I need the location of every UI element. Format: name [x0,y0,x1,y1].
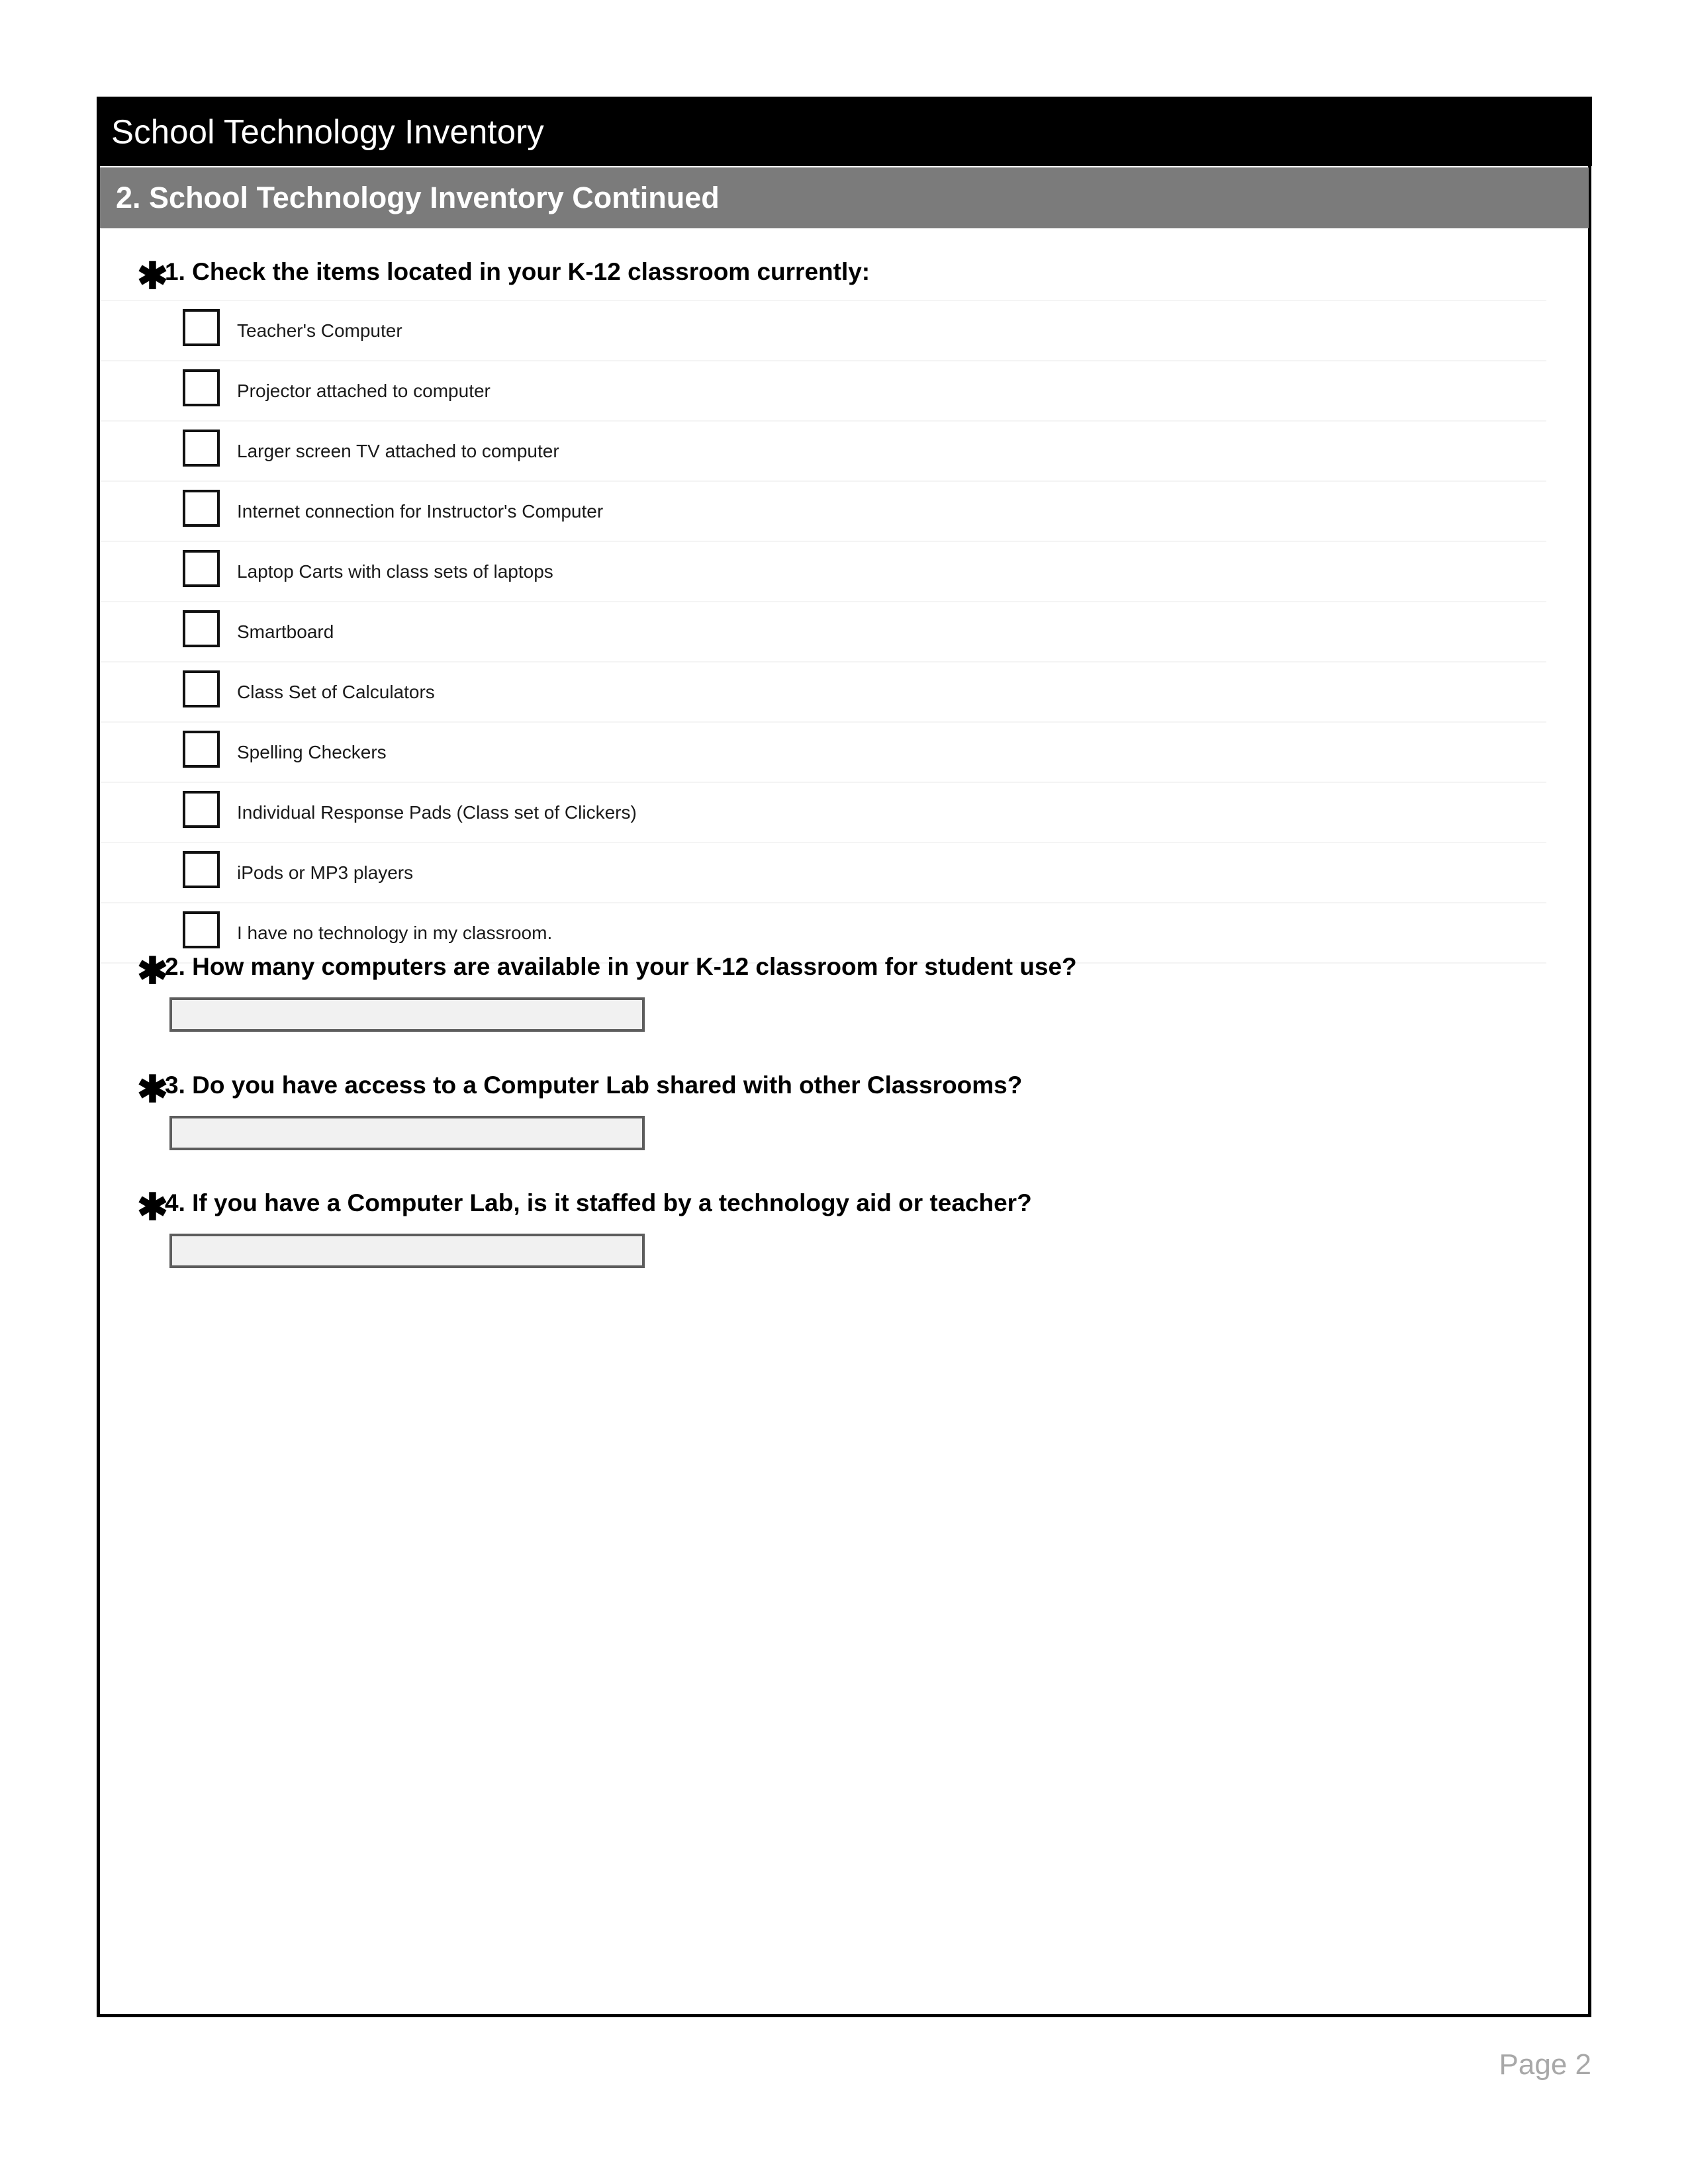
checkbox-option-row[interactable] [100,662,1546,723]
question-4 [100,1186,1589,1228]
checkbox-option-label: Class Set of Calculators [237,681,435,702]
checkbox-icon[interactable] [183,550,220,587]
checkbox-option-label: I have no technology in my classroom. [237,922,553,943]
checkbox-option-row[interactable] [100,723,1546,783]
question-2-text: 2. How many computers are available in your K-12 classroom for student use? [165,953,1077,980]
checkbox-option-row[interactable] [100,482,1546,542]
checkbox-option-label: Teacher's Computer [237,320,402,341]
question-3-input[interactable] [169,1116,645,1150]
checkbox-option-label: Individual Response Pads (Class set of Clickers) [237,801,637,823]
checkbox-option-label: Smartboard [237,621,334,642]
checkbox-icon[interactable] [183,851,220,888]
required-asterisk-icon: ✱ [137,255,168,296]
question-2-input[interactable] [169,997,645,1032]
question-1-options [100,300,1589,964]
checkbox-option-row[interactable] [100,361,1546,422]
question-3 [100,1068,1589,1110]
checkbox-option-label: Projector attached to computer [237,380,491,401]
checkbox-option-label: Larger screen TV attached to computer [237,440,559,461]
checkbox-option-row[interactable] [100,843,1546,903]
checkbox-icon[interactable] [183,309,220,346]
checkbox-icon[interactable] [183,430,220,467]
question-1-text: 1. Check the items located in your K-12 classroom currently: [165,258,870,285]
required-asterisk-icon: ✱ [137,1186,168,1228]
checkbox-option-label: Internet connection for Instructor's Computer [237,500,604,522]
question-2 [100,950,1589,991]
checkbox-icon[interactable] [183,791,220,828]
section-header-title: 2. School Technology Inventory Continued [116,181,720,214]
question-3-text: 3. Do you have access to a Computer Lab shared with other Classrooms? [165,1071,1023,1099]
required-asterisk-icon: ✱ [137,1068,168,1110]
checkbox-icon[interactable] [183,670,220,707]
question-4-text: 4. If you have a Computer Lab, is it staffed by a technology aid or teacher? [165,1189,1032,1216]
checkbox-option-label: iPods or MP3 players [237,862,414,883]
question-1 [100,255,1589,943]
checkbox-option-row[interactable] [100,783,1546,843]
question-2-header [100,950,1589,991]
required-asterisk-icon: ✱ [137,950,168,991]
checkbox-icon[interactable] [183,731,220,768]
checkbox-icon[interactable] [183,369,220,406]
question-1-header [100,255,1589,296]
checkbox-option-label: Laptop Carts with class sets of laptops [237,561,553,582]
question-4-header [100,1186,1589,1228]
survey-body [100,228,1589,2014]
question-4-input[interactable] [169,1234,645,1268]
section-header-bar [100,167,1589,228]
page-number-footer: Page 2 [1499,2048,1591,2081]
survey-title-bar [97,97,1592,166]
checkbox-icon[interactable] [183,490,220,527]
question-3-header [100,1068,1589,1110]
checkbox-option-row[interactable] [100,542,1546,602]
checkbox-icon[interactable] [183,610,220,647]
checkbox-icon[interactable] [183,911,220,948]
checkbox-option-label: Spelling Checkers [237,741,387,762]
checkbox-option-row[interactable] [100,422,1546,482]
checkbox-option-row[interactable] [100,602,1546,662]
checkbox-option-row[interactable] [100,300,1546,361]
survey-title: School Technology Inventory [111,113,544,150]
